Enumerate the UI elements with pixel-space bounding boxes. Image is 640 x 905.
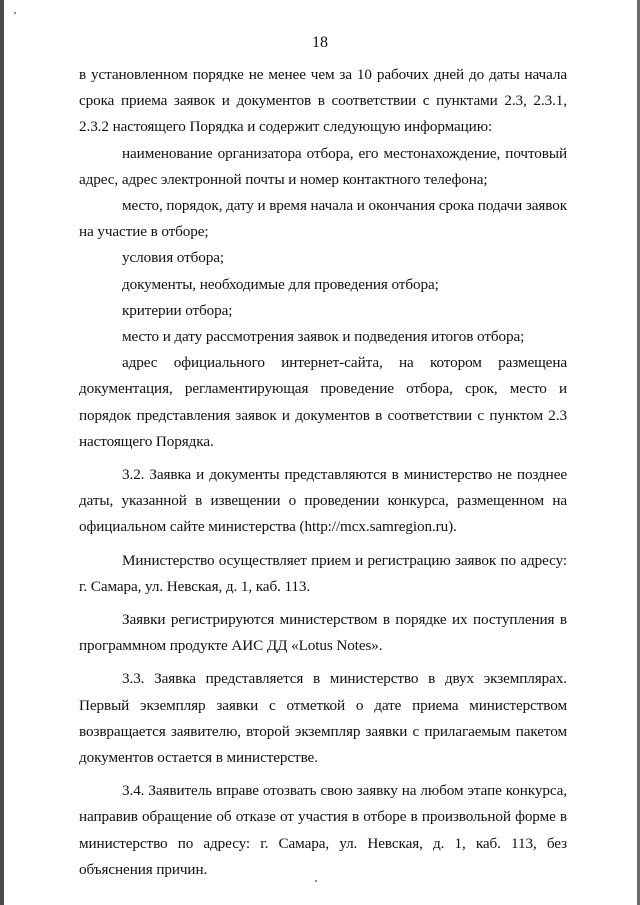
paragraph: в установленном порядке не менее чем за 10 рабочих дней до даты начала срока приема заявок и документов в соответствии с пунктами 2.3, 2.3.1, 2.3.2 настоящего Порядка и содержит следующую информацию: xyxy=(79,66,567,136)
paragraph: 3.3. Заявка представляется в министерство в двух экземплярах. Первый экземпляр заявки с отметкой о дате приема министерством возвращается заявителю, второй экземпляр заявки с прилагаемым пакетом документов остается в министерстве. xyxy=(79,670,567,767)
paragraph: 3.4. Заявитель вправе отозвать свою заявку на любом этапе конкурса, направив обращение об отказе от участия в отборе в произвольной форме в министерство по адресу: г. Самара, ул. Невская, д. 1, каб. 113, без объяснения причин. xyxy=(79,782,567,878)
document-body xyxy=(79,62,567,883)
paragraph: Министерство осуществляет прием и регистрацию заявок по адресу: г. Самара, ул. Невская, д. 1, каб. 113. xyxy=(79,551,567,595)
scan-edge-left xyxy=(0,0,4,905)
paragraph: наименование организатора отбора, его местонахождение, почтовый адрес, адрес электронной почты и номер контактного телефона; xyxy=(79,144,567,188)
paragraph: документы, необходимые для проведения отбора; xyxy=(122,275,439,293)
paragraph: условия отбора; xyxy=(122,249,224,267)
paragraph: место, порядок, дату и время начала и окончания срока подачи заявок на участие в отборе; xyxy=(79,197,567,241)
paragraph: место и дату рассмотрения заявок и подведения итогов отбора; xyxy=(122,328,525,346)
paragraph: Заявки регистрируются министерством в порядке их поступления в программном продукте АИС ДД «Lotus Notes». xyxy=(79,611,567,655)
page-number: 18 xyxy=(312,34,328,51)
paragraph: адрес официального интернет-сайта, на котором размещена документация, регламентирующая проведение отбора, срок, место и порядок представления заявок и документов в соответствии с пунктом 2.3 настоящего Порядка. xyxy=(79,354,567,450)
scan-speck xyxy=(14,12,16,14)
paragraph: 3.2. Заявка и документы представляются в министерство не позднее даты, указанной в извещении о проведении конкурса, размещенном на официальном сайте министерства (http://mcx.samregion.ru). xyxy=(79,466,567,536)
paragraph: критерии отбора; xyxy=(122,301,233,319)
